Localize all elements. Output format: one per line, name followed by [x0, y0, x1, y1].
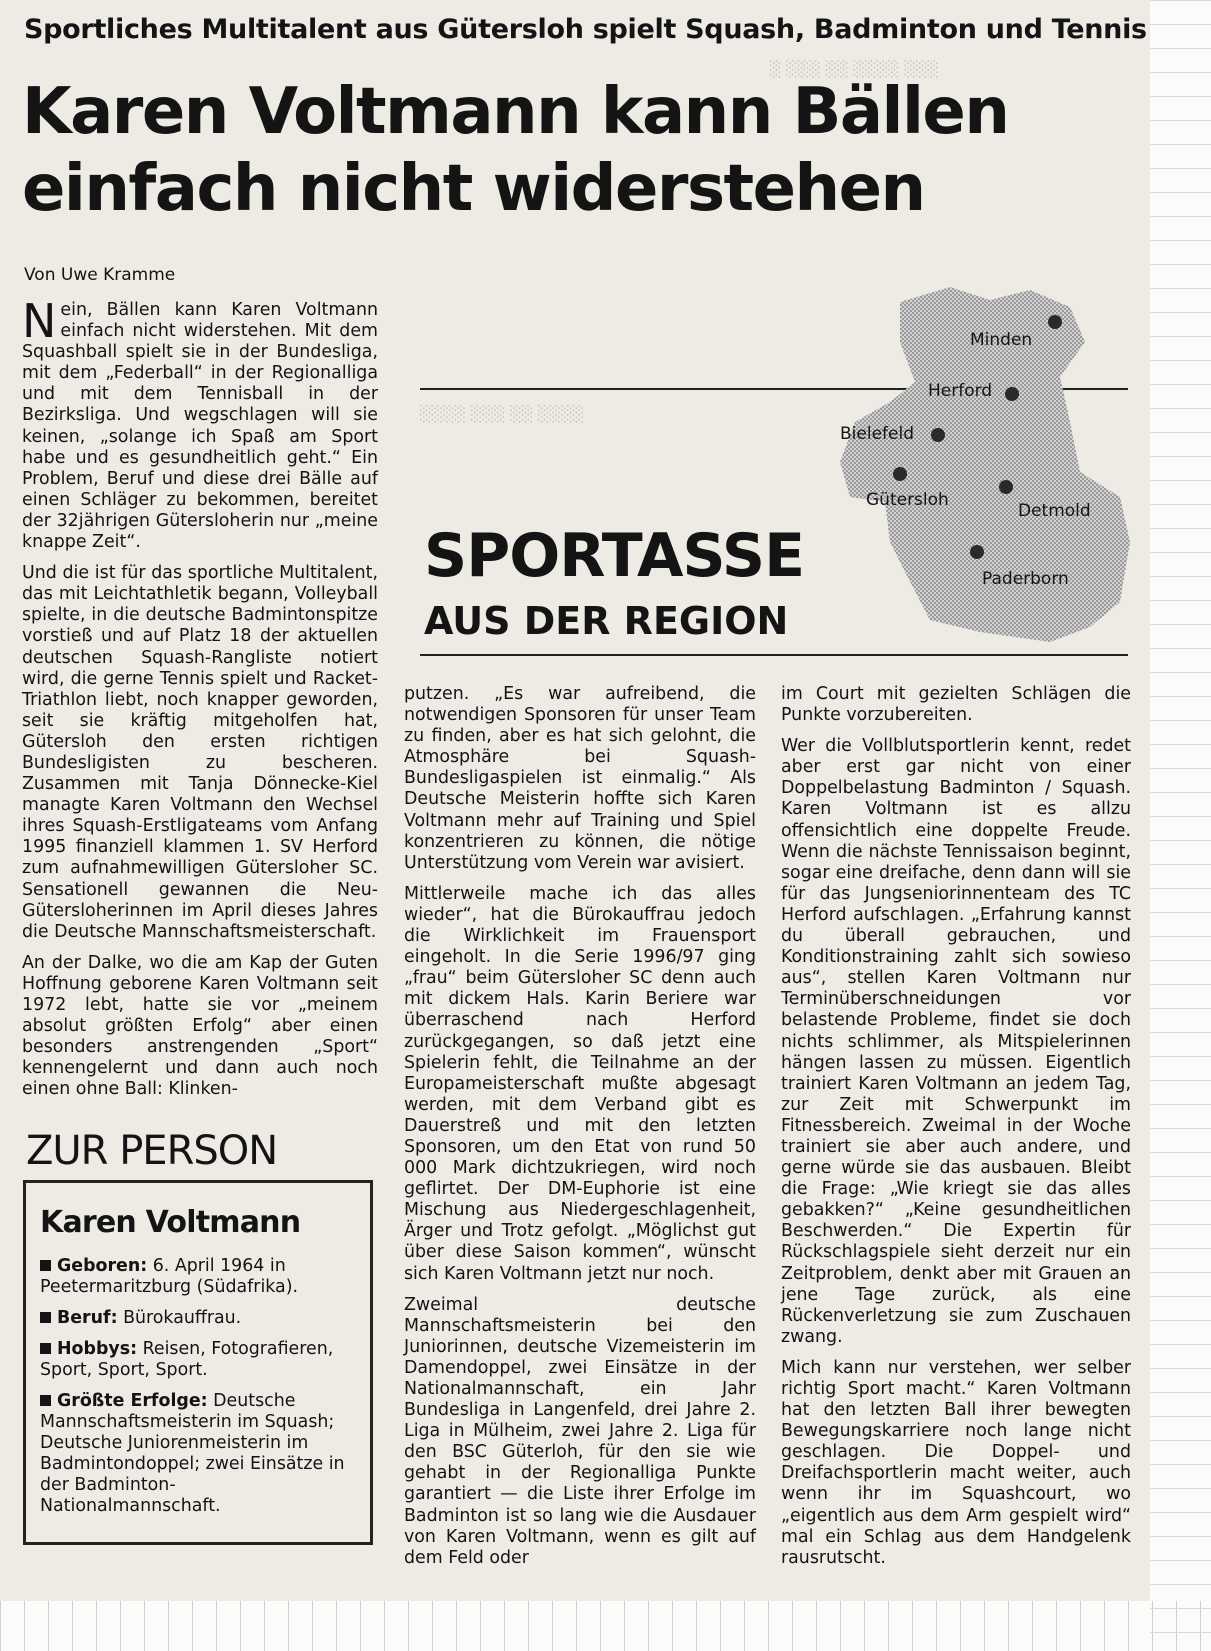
article-paragraph-3: An der Dalke, wo die am Kap der Guten Hoffnung geborene Karen Voltmann seit 1972 lebt, hatte sie vor „meinem absolut größten Erfolg“ aber einen besonders anstrengenden „Sport“ kennengelernt und dann auch noch einen ohne Ball: Klinken-	[22, 952, 378, 1100]
article-paragraph-9: Mich kann nur verstehen, wer selber richtig Sport macht.“ Karen Voltmann hat den letzten Ball ihrer bewegten Bewegungskarriere noch lange nicht geschlagen. Die Doppel- und Dreifachsportlerin macht weiter, auch wenn ihr im Squashcourt, wo „eigentlich aus dem Arm gespielt wird“ mal ein Schlag aus dem Handgelenk rausrutscht.	[781, 1357, 1131, 1568]
article-paragraph-4: putzen. „Es war aufreibend, die notwendigen Sponsoren für unser Team zu finden, aber es hat sich gelohnt, die Atmosphäre bei Squash-Bundesligaspielen ist einmalig.“ Als Deutsche Meisterin hoffte sich Karen Voltmann mehr auf Training und Spiel konzentrieren zu können, die nötige Unterstützung vom Verein war avisiert.	[404, 684, 756, 873]
city-dot-minden	[1048, 315, 1062, 329]
city-label-guetersloh: Gütersloh	[866, 490, 949, 510]
city-dot-herford	[1005, 387, 1019, 401]
profile-item-job: Beruf: Bürokauffrau.	[40, 1308, 356, 1329]
article-paragraph-8: Wer die Vollblutsportlerin kennt, redet aber erst gar nicht von einer Doppelbelastung Badminton / Squash. Karen Voltmann ist es allzu offensichtlich eine doppelte Freude. Wenn die nächste Tennissaison beginnt, sogar eine dreifache, denn dann will sie für das Jungseniorinnenteam des TC Herford aufschlagen. „Erfahrung kannst du überall gebrauchen, und Konditionstraining zahlt sich sowieso aus“, stellen Karen Voltmann nur Terminüberschneidungen vor belastende Probleme, findet sie doch nichts schlimmer, als Mitspielerinnen hängen lassen zu müssen. Eigentlich trainiert Karen Voltmann an jedem Tag, zur Zeit mit Schwerpunkt im Fitnessbereich. Zweimal in der Woche trainiert sie aber auch andere, und gerne würde sie das ausbauen. Bleibt die Frage: „Wie kriegt sie das alles gebakken?“ „Keine gesundheitlichen Beschwerden.“ Die Expertin für Rückschlagspiele sieht derzeit nur ein Zeitproblem, denkt aber mit Grauen an jene Tage zurück, als eine Rückenverletzung sie zum Zuschauen zwang.	[781, 736, 1131, 1347]
article-paragraph-1: Nein, Bällen kann Karen Voltmann einfach nicht widerstehen. Mit dem Squashball spielt sie in der Bundesliga, mit dem „Federball“ in der Regionalliga und mit dem Tennisball in der Bezirksliga. Und wegschlagen will sie keinen, „solange ich Spaß am Sport habe und es gesundheitlich geht.“ Ein Problem, Beruf und diese drei Bälle auf einen Schläger zu bekommen, bereitet der 32jährigen Gütersloherin nur „meine knappe Zeit“.	[22, 294, 378, 553]
headline-line-2: einfach nicht widerstehen	[22, 152, 925, 226]
profile-heading: ZUR PERSON	[26, 1128, 278, 1174]
bleed-through-text: ░░░░ ░░░ ░░ ░░░░	[420, 405, 585, 423]
city-label-detmold: Detmold	[1018, 501, 1091, 521]
banner-subtitle: AUS DER REGION	[424, 599, 789, 643]
city-label-minden: Minden	[970, 330, 1033, 350]
article-column-2	[404, 684, 756, 1579]
city-dot-detmold	[999, 480, 1013, 494]
byline: Von Uwe Kramme	[24, 265, 176, 285]
profile-item-hobbies: Hobbys: Reisen, Fotografieren, Sport, Sport, Sport.	[40, 1339, 334, 1380]
article-paragraph-7: im Court mit gezielten Schlägen die Punkte vorzubereiten.	[781, 684, 1131, 726]
profile-box	[23, 1180, 373, 1545]
city-label-paderborn: Paderborn	[982, 569, 1069, 589]
profile-name: Karen Voltmann	[40, 1205, 301, 1240]
article-paragraph-5: Mittlerweile mache ich das alles wieder“, hat die Bürokauffrau jedoch die Wirklichkeit im Frauensport eingeholt. In die Serie 1996/97 ging „frau“ beim Gütersloher SC denn auch mit dickem Hals. Karin Beriere war überraschend nach Herford zurückgegangen, so daß jetzt eine Spielerin fehlt, die Teilnahme an der Europameisterschaft mußte abgesagt werden, mit dem Verband gibt es Dauerstreß und mit den letzten Sponsoren, um den Etat von rund 50 000 Mark dichtzukriegen, wird noch geflirtet. Der DM-Euphorie ist eine Mischung aus Niedergeschlagenheit, Ärger und Trotz gefolgt. „Möglichst gut über diese Saison kommen“, wünscht sich Karen Voltmann jetzt nur noch.	[404, 883, 756, 1284]
graph-paper-right	[1150, 0, 1211, 1651]
bleed-through-text: ░ ░░░ ░░ ░░░░ ░░░	[770, 60, 940, 78]
profile-item-successes: Größte Erfolge: Deutsche Mannschaftsmeisterin im Squash; Deutsche Juniorenmeisterin im Badmintondoppel; zwei Einsätze in der Badminton-Nationalmannschaft.	[40, 1391, 345, 1516]
article-column-1	[22, 294, 378, 1110]
city-dot-guetersloh	[893, 467, 907, 481]
banner-title: SPORTASSE	[424, 521, 805, 591]
city-dot-paderborn	[970, 545, 984, 559]
article-paragraph-2: Und die ist für das sportliche Multitalent, das mit Leichtathletik begann, Volleyball spielte, in die deutsche Badmintonspitze vorstieß und auf Platz 18 der aktuellen deutschen Squash-Rangliste notiert wird, die gerne Tennis spielt und Racket-Triathlon liebt, noch knapper geworden, seit sie kräftig mitgeholfen hat, Gütersloh den ersten richtigen Bundesligisten zu bescheren. Zusammen mit Tanja Dönnecke-Kiel managte Karen Voltmann den Wechsel ihres Squash-Erstligateams vom Anfang 1995 finanziell klammen 1. SV Herford zum aufnahmewilligen Gütersloher SC. Sensationell gewannen die Neu-Gütersloherinnen im April dieses Jahres die Deutsche Mannschaftsmeisterschaft.	[22, 563, 378, 942]
city-label-bielefeld: Bielefeld	[840, 424, 914, 444]
article-column-3	[781, 684, 1131, 1579]
profile-item-born: Geboren: 6. April 1964 in Peetermaritzburg (Südafrika).	[40, 1256, 299, 1297]
kicker: Sportliches Multitalent aus Gütersloh spielt Squash, Badminton und Tennis	[24, 14, 1147, 45]
city-dot-bielefeld	[931, 428, 945, 442]
headline-line-1: Karen Voltmann kann Bällen	[22, 75, 1009, 149]
article-paragraph-6: Zweimal deutsche Mannschaftsmeisterin bei den Juniorinnen, deutsche Vizemeisterin im Damendoppel, zwei Einsätze in der Nationalmannschaft, ein Jahr Bundesliga in Langenfeld, drei Jahre 2. Liga in Mülheim, zwei Jahre 2. Liga für den BSC Güterloh, für den sie wie gehabt in der Regionalliga Punkte garantiert — die Liste ihrer Erfolge im Badminton ist so lang wie die Ausdauer von Karen Voltmann, wenn es gilt auf dem Feld oder	[404, 1294, 756, 1568]
dropcap: N	[22, 294, 57, 348]
city-label-herford: Herford	[928, 381, 993, 401]
graph-paper-bottom	[0, 1601, 1211, 1651]
banner-bottom-rule	[420, 654, 1128, 656]
